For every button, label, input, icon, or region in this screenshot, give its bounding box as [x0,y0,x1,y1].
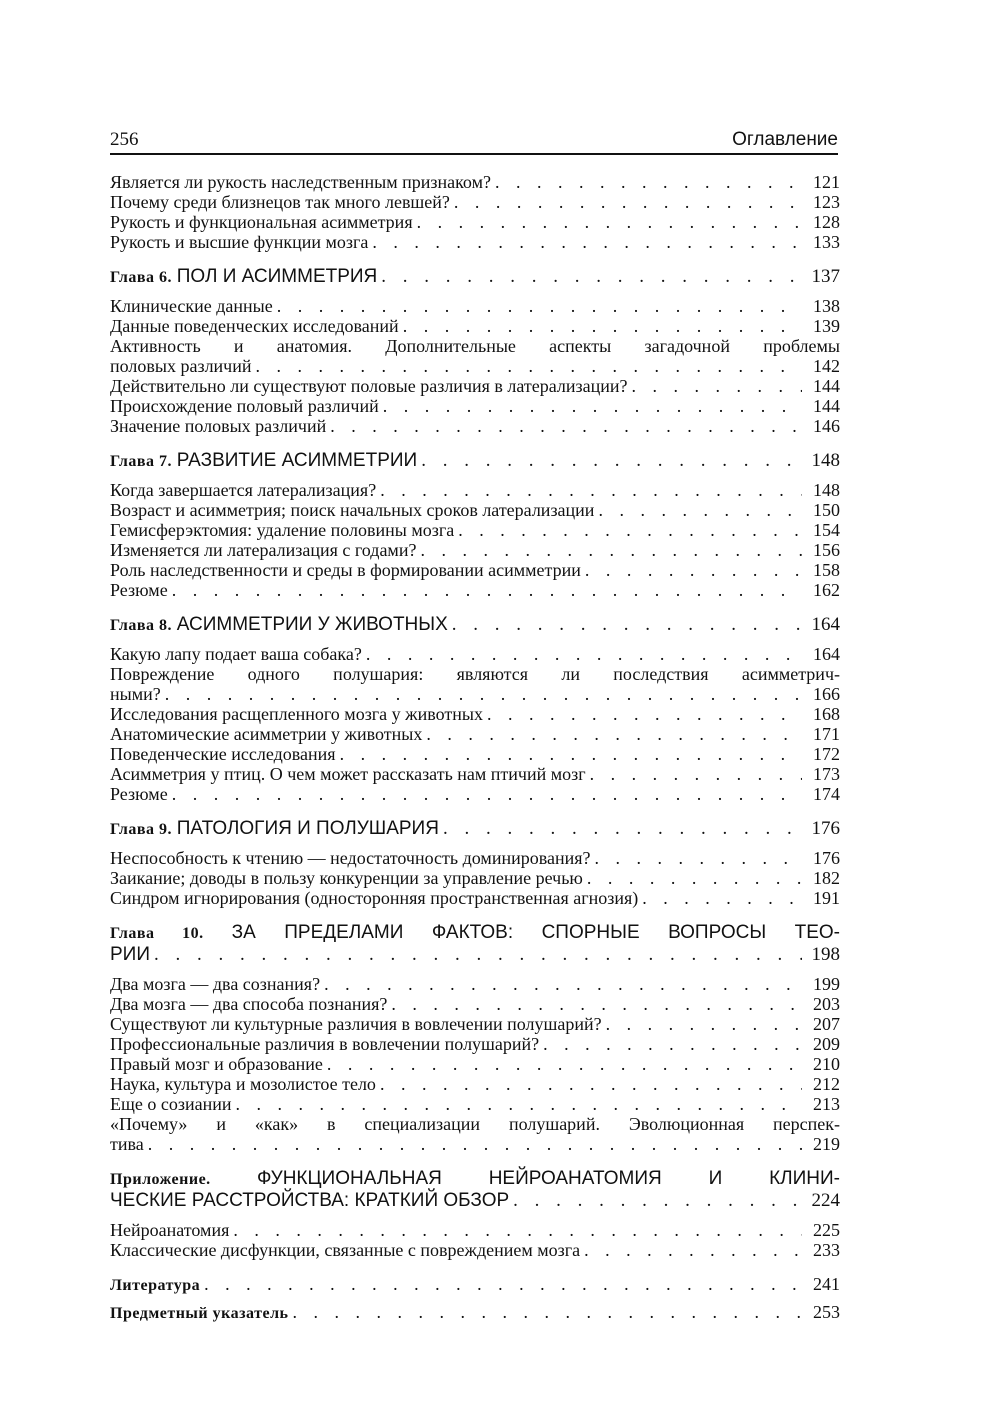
toc-entry[interactable]: Правый мозг и образование . . . 210 [110,1054,840,1074]
page-header [110,129,838,155]
toc-entry[interactable]: Происхождение половый различий . . . 144 [110,396,840,416]
literature-entry[interactable]: Литература . . . 241 [110,1274,840,1294]
toc-entry[interactable]: тива . . . 219 [110,1134,840,1154]
toc-entry[interactable]: Классические дисфункции, связанные с повреждением мозга . . . 233 [110,1240,840,1260]
toc-entry[interactable]: ными? . . . 166 [110,684,840,704]
chapter-title: РАЗВИТИЕ АСИММЕТРИИ [176,450,418,471]
toc-entry[interactable]: Еще о созиании . . . 213 [110,1094,840,1114]
toc-entry[interactable]: Рукость и функциональная асимметрия . . . 128 [110,212,840,232]
chapter-label: Глава 10. [110,925,204,942]
table-of-contents [110,172,840,1322]
chapter-title: ПОЛ И АСИММЕТРИЯ [176,266,378,287]
toc-entry[interactable]: Когда завершается латерализация? . . . 148 [110,480,840,500]
index-entry[interactable]: Предметный указатель . . . 253 [110,1302,840,1322]
toc-entry[interactable]: Изменяется ли латерализация с годами? . . . 156 [110,540,840,560]
appendix-label: Приложение. [110,1171,211,1188]
toc-entry[interactable]: Клинические данные . . . 138 [110,296,840,316]
chapter-label: Глава 7. [110,453,172,470]
toc-entry[interactable]: Неспособность к чтению — недостаточность доминирования? . . . 176 [110,848,840,868]
toc-entry[interactable]: Профессиональные различия в вовлечении полушарий? . . . 209 [110,1034,840,1054]
appendix-title: ФУНКЦИОНАЛЬНАЯ НЕЙРОАНАТОМИЯ И КЛИНИ- [257,1168,841,1189]
chapter-title: ПАТОЛОГИЯ И ПОЛУШАРИЯ [176,818,439,839]
toc-entry[interactable]: Поведенческие исследования . . . 172 [110,744,840,764]
toc-entry[interactable]: Два мозга — два способа познания? . . . 203 [110,994,840,1014]
running-title: Оглавление [732,129,838,150]
toc-entry[interactable]: Возраст и асимметрия; поиск начальных сроков латерализации . . . 150 [110,500,840,520]
toc-entry[interactable]: Анатомические асимметрии у животных . . . 171 [110,724,840,744]
toc-entry[interactable]: половых различий . . . 142 [110,356,840,376]
chapter-label: Глава 8. [110,617,172,634]
toc-entry[interactable]: Рукость и высшие функции мозга . . . 133 [110,232,840,252]
appendix-heading-line1[interactable] [110,1168,840,1190]
toc-entry[interactable]: Роль наследственности и среды в формировании асимметрии . . . 158 [110,560,840,580]
chapter-title: АСИММЕТРИИ У ЖИВОТНЫХ [176,614,448,635]
chapter-label: Глава 9. [110,821,172,838]
page-number: 256 [110,129,139,150]
appendix-heading[interactable]: ЧЕСКИЕ РАССТРОЙСТВА: КРАТКИЙ ОБЗОР . . . 224 [110,1190,840,1212]
toc-entry[interactable]: Значение половых различий . . . 146 [110,416,840,436]
toc-entry[interactable]: Синдром игнорирования (односторонняя пространственная агнозия) . . . 191 [110,888,840,908]
toc-entry[interactable]: Исследования расщепленного мозга у животных . . . 168 [110,704,840,724]
chapter-heading[interactable]: Глава 8. АСИММЕТРИИ У ЖИВОТНЫХ . . . 164 [110,614,840,636]
toc-entry-line1[interactable]: Активность и анатомия. Дополнительные аспекты загадочной проблемы [110,336,840,356]
chapter-heading-line1[interactable] [110,922,840,944]
toc-entry[interactable]: Является ли рукость наследственным признаком? . . . 121 [110,172,840,192]
chapter-heading[interactable]: Глава 9. ПАТОЛОГИЯ И ПОЛУШАРИЯ . . . 176 [110,818,840,840]
toc-entry[interactable]: Резюме . . . 174 [110,784,840,804]
toc-entry[interactable]: Данные поведенческих исследований . . . 139 [110,316,840,336]
toc-entry[interactable]: Два мозга — два сознания? . . . 199 [110,974,840,994]
toc-entry[interactable]: Нейроанатомия . . . 225 [110,1220,840,1240]
chapter-label: Глава 6. [110,269,172,286]
toc-entry[interactable]: Асимметрия у птиц. О чем может рассказать нам птичий мозг . . . 173 [110,764,840,784]
toc-entry-line1[interactable]: Повреждение одного полушария: являются ли последствия асимметрич- [110,664,840,684]
toc-entry[interactable]: Почему среди близнецов так много левшей? . . . 123 [110,192,840,212]
toc-entry[interactable]: Заикание; доводы в пользу конкуренции за управление речью . . . 182 [110,868,840,888]
toc-entry[interactable]: Гемисферэктомия: удаление половины мозга . . . 154 [110,520,840,540]
toc-entry-line1[interactable]: «Почему» и «как» в специализации полушарий. Эволюционная перспек- [110,1114,840,1134]
toc-entry[interactable]: Наука, культура и мозолистое тело . . . 212 [110,1074,840,1094]
chapter-heading[interactable]: РИИ . . . 198 [110,944,840,966]
chapter-heading[interactable]: Глава 7. РАЗВИТИЕ АСИММЕТРИИ . . . 148 [110,450,840,472]
toc-entry[interactable]: Существуют ли культурные различия в вовлечении полушарий? . . . 207 [110,1014,840,1034]
chapter-title: ЗА ПРЕДЕЛАМИ ФАКТОВ: СПОРНЫЕ ВОПРОСЫ ТЕО- [231,922,840,943]
chapter-heading[interactable]: Глава 6. ПОЛ И АСИММЕТРИЯ . . . 137 [110,266,840,288]
toc-entry[interactable]: Какую лапу подает ваша собака? . . . 164 [110,644,840,664]
toc-entry[interactable]: Действительно ли существуют половые различия в латерализации? . . . 144 [110,376,840,396]
toc-entry[interactable]: Резюме . . . 162 [110,580,840,600]
